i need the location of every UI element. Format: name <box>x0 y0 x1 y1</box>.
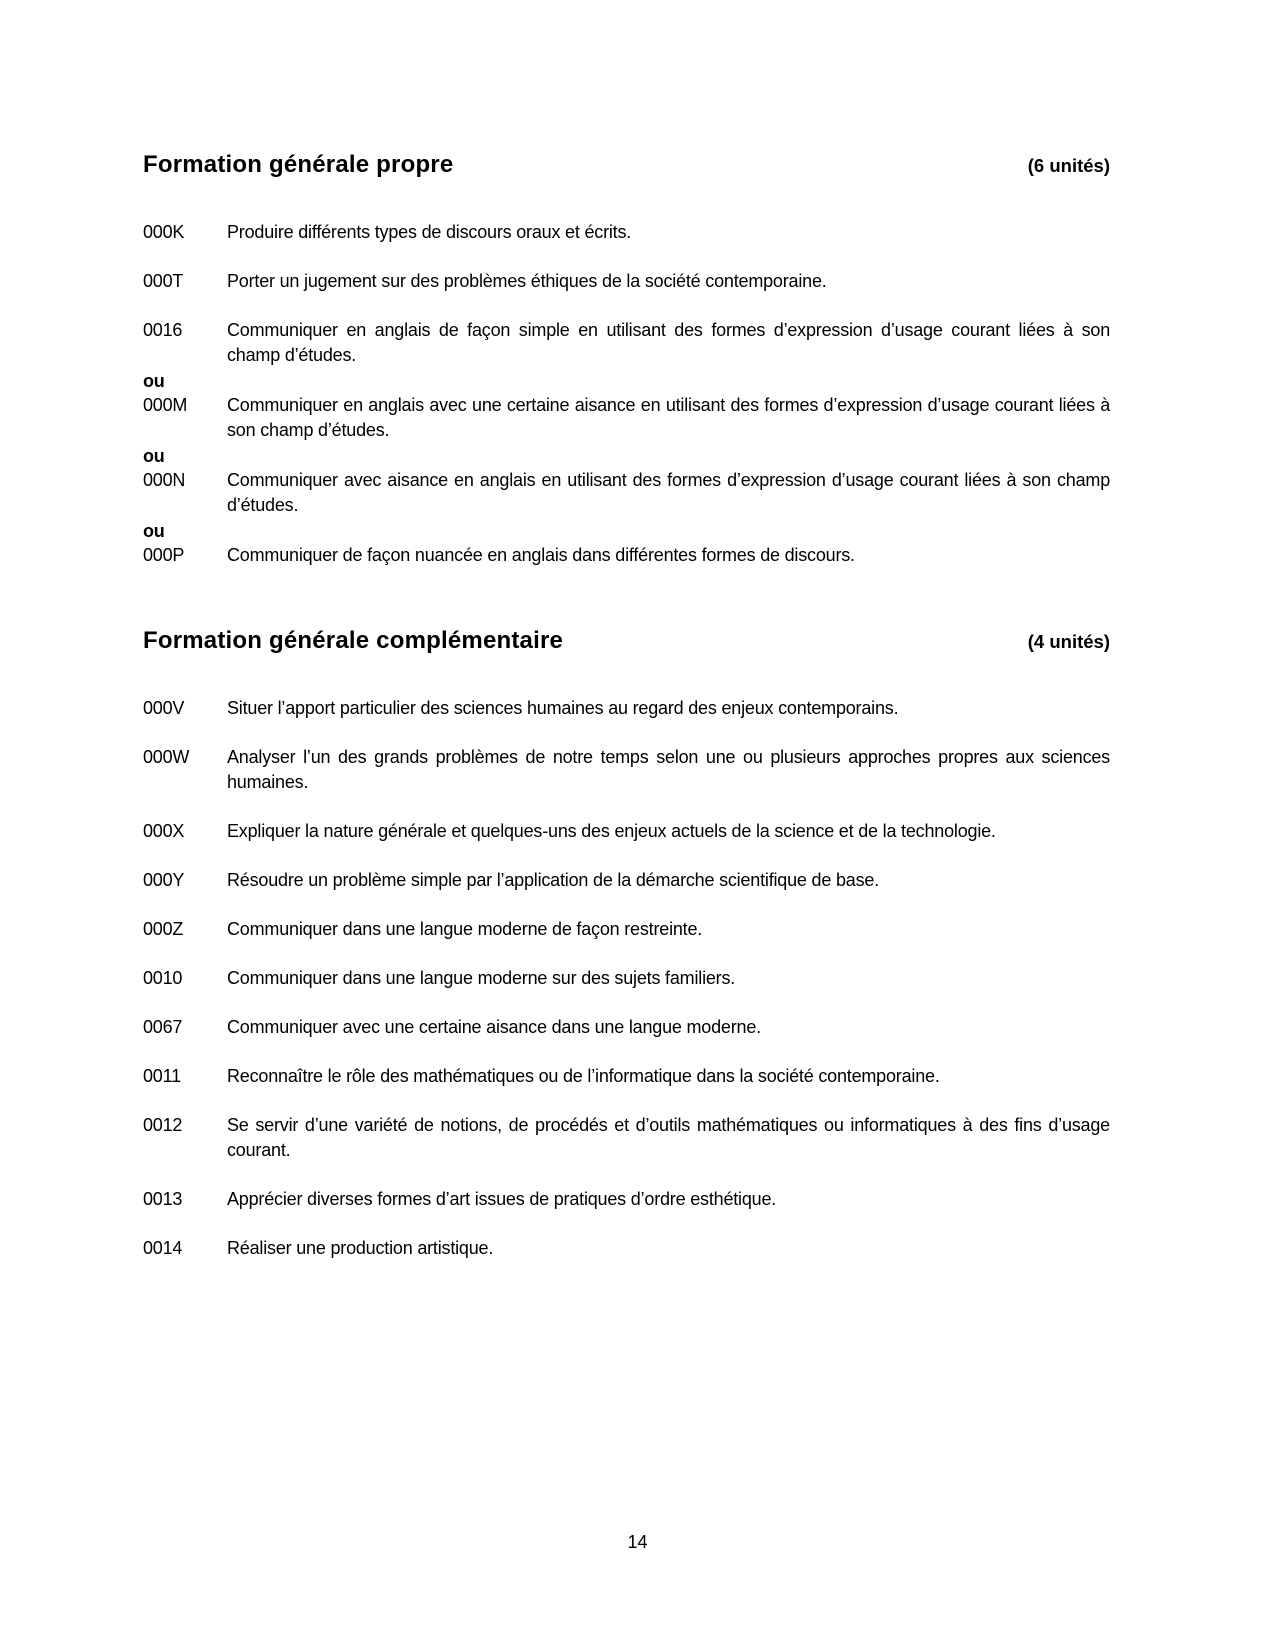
objective-row <box>143 917 1110 942</box>
connector-ou: ou <box>143 446 165 466</box>
objective-row <box>143 819 1110 844</box>
objective-text: Communiquer en anglais avec une certaine aisance en utilisant des formes d’expression d’usage courant liées à son champ d’études. <box>227 395 1110 440</box>
objective-text: Communiquer dans une langue moderne sur des sujets familiers. <box>227 968 736 988</box>
objective-code: 0010 <box>143 968 183 988</box>
objective-text: Se servir d’une variété de notions, de procédés et d’outils mathématiques ou informatiques à des fins d’usage courant. <box>227 1115 1110 1160</box>
objective-code: 000Z <box>143 919 184 939</box>
objective-row <box>143 318 1110 368</box>
objective-text: Réaliser une production artistique. <box>227 1238 494 1258</box>
objective-code: 000Y <box>143 870 185 890</box>
objective-text: Communiquer avec une certaine aisance dans une langue moderne. <box>227 1017 761 1037</box>
objective-row <box>143 220 1110 245</box>
objective-text: Produire différents types de discours oraux et écrits. <box>227 222 632 242</box>
objective-list <box>143 696 1110 1261</box>
connector-ou: ou <box>143 521 165 541</box>
objective-row <box>143 696 1110 721</box>
objective-row <box>143 1187 1110 1212</box>
objective-row <box>143 468 1110 518</box>
objective-text: Porter un jugement sur des problèmes éthiques de la société contemporaine. <box>227 271 827 291</box>
objective-code: 000T <box>143 271 184 291</box>
objective-row <box>143 269 1110 294</box>
objective-row <box>143 543 1110 568</box>
objective-code: 0016 <box>143 320 183 340</box>
objective-code: 0014 <box>143 1238 183 1258</box>
objective-row <box>143 868 1110 893</box>
objective-text: Apprécier diverses formes d’art issues de pratiques d’ordre esthétique. <box>227 1189 777 1209</box>
objective-text: Analyser l’un des grands problèmes de notre temps selon une ou plusieurs approches propres aux sciences humaines. <box>227 747 1110 792</box>
objective-text: Communiquer avec aisance en anglais en utilisant des formes d’expression d’usage courant liées à son champ d’études. <box>227 470 1110 515</box>
section-units: (4 unités) <box>1027 631 1110 652</box>
objective-code: 000X <box>143 821 185 841</box>
objective-row <box>143 745 1110 795</box>
objective-row <box>143 1015 1110 1040</box>
content <box>143 150 1110 1261</box>
objective-code: 000K <box>143 222 185 242</box>
page-number: 14 <box>627 1532 648 1552</box>
objective-text: Expliquer la nature générale et quelques-uns des enjeux actuels de la science et de la technologie. <box>227 821 996 841</box>
objective-code: 000W <box>143 747 190 767</box>
section-header <box>143 150 1110 180</box>
objective-text: Reconnaître le rôle des mathématiques ou de l’informatique dans la société contemporaine. <box>227 1066 940 1086</box>
objective-code: 0011 <box>143 1066 181 1086</box>
section <box>143 150 1110 568</box>
section-units: (6 unités) <box>1027 155 1110 176</box>
objective-list <box>143 220 1110 568</box>
objective-text: Communiquer en anglais de façon simple en utilisant des formes d’expression d’usage courant liées à son champ d’études. <box>227 320 1110 365</box>
objective-code: 000P <box>143 545 185 565</box>
objective-text: Résoudre un problème simple par l’application de la démarche scientifique de base. <box>227 870 879 890</box>
section-title: Formation générale complémentaire <box>143 627 564 654</box>
objective-code: 0012 <box>143 1115 183 1135</box>
connector-ou: ou <box>143 371 165 391</box>
objective-text: Situer l’apport particulier des sciences humaines au regard des enjeux contemporains. <box>227 698 899 718</box>
objective-row <box>143 1064 1110 1089</box>
objective-text: Communiquer de façon nuancée en anglais dans différentes formes de discours. <box>227 545 855 565</box>
section-title: Formation générale propre <box>143 151 454 178</box>
objective-row <box>143 1236 1110 1261</box>
objective-code: 000N <box>143 470 186 490</box>
objective-code: 0013 <box>143 1189 183 1209</box>
objective-text: Communiquer dans une langue moderne de façon restreinte. <box>227 919 703 939</box>
objective-row <box>143 393 1110 443</box>
objective-code: 000V <box>143 698 185 718</box>
section <box>143 626 1110 1261</box>
objective-code: 0067 <box>143 1017 183 1037</box>
objective-row <box>143 966 1110 991</box>
objective-code: 000M <box>143 395 188 415</box>
section-header <box>143 626 1110 656</box>
objective-row <box>143 1113 1110 1163</box>
